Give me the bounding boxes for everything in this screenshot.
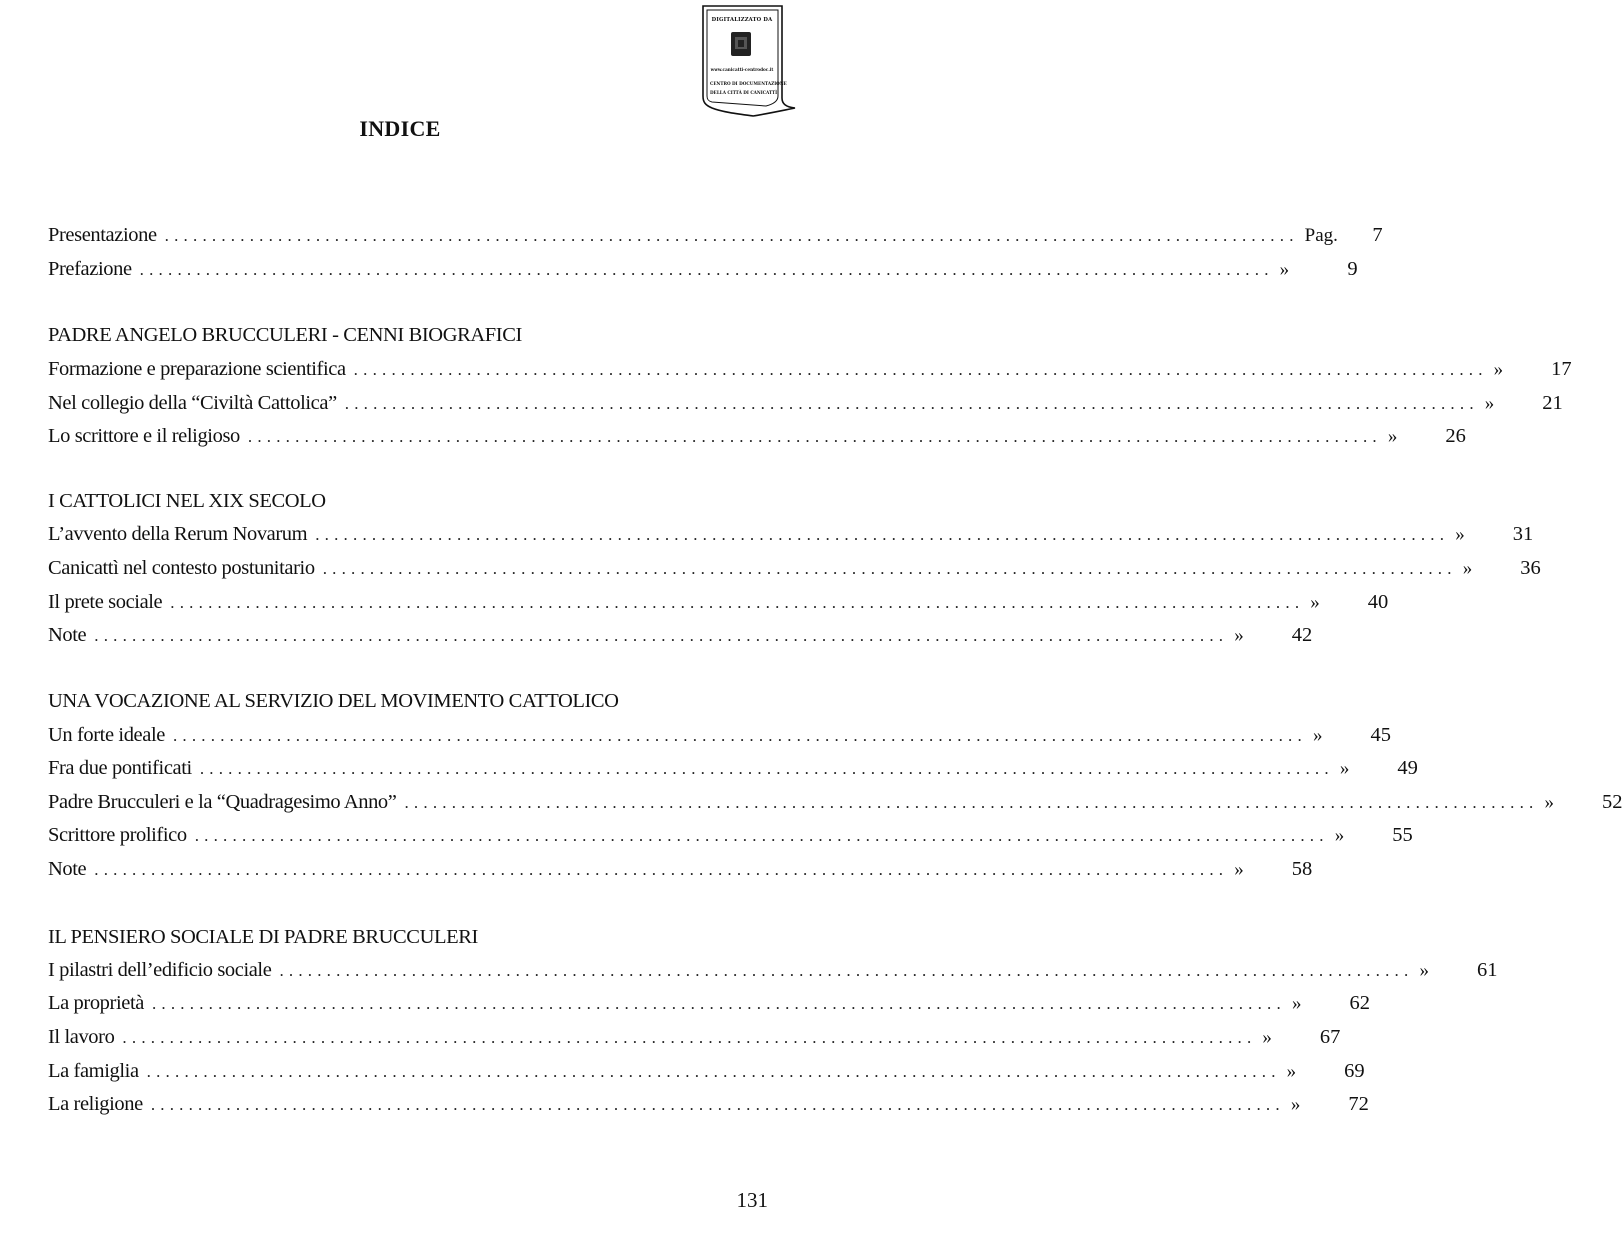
toc-entry	[48, 988, 1370, 1018]
dot-leader: ........................................................................................................................	[279, 961, 1414, 980]
entry-marker: Pag.	[1304, 225, 1338, 246]
entry-page: 52	[1601, 791, 1622, 813]
toc-entry	[48, 587, 1389, 617]
toc-entry	[48, 254, 1358, 284]
entry-title: Note	[48, 624, 87, 646]
entry-title: La proprietà	[48, 992, 144, 1014]
dot-leader: ........................................................................................................................	[344, 394, 1479, 413]
dot-leader: ........................................................................................................................	[94, 860, 1229, 879]
entry-title: Formazione e preparazione scientifica	[48, 358, 346, 380]
entry-page: 21	[1542, 392, 1563, 414]
entry-page: 62	[1349, 992, 1370, 1014]
entry-title: Prefazione	[48, 258, 132, 280]
dot-leader: ........................................................................................................................	[170, 593, 1305, 612]
entry-page: 69	[1344, 1060, 1365, 1082]
digitization-stamp	[700, 4, 800, 122]
stamp-line-4: DELLA CITTÀ DI CANICATTÌ	[710, 90, 778, 95]
entry-marker: »	[1484, 393, 1495, 414]
entry-marker: »	[1544, 792, 1554, 813]
entry-page: 45	[1370, 724, 1391, 746]
entry-marker: »	[1290, 1094, 1301, 1115]
toc-entry	[48, 1056, 1365, 1086]
dot-leader: ........................................................................................................................	[139, 260, 1274, 279]
toc-entry	[48, 519, 1534, 549]
entry-marker: »	[1291, 993, 1302, 1014]
dot-leader: ........................................................................................................................	[146, 1062, 1281, 1081]
entry-title: Un forte ideale	[48, 724, 165, 746]
entry-marker: »	[1339, 758, 1350, 779]
toc-entry	[48, 354, 1572, 384]
entry-marker: »	[1419, 960, 1429, 981]
entry-page: 26	[1445, 425, 1466, 447]
entry-page: 40	[1367, 591, 1389, 613]
entry-page: 9	[1347, 258, 1358, 280]
entry-title: Canicattì nel contesto postunitario	[48, 557, 315, 579]
toc-entry	[48, 820, 1413, 850]
entry-marker: »	[1387, 426, 1398, 447]
entry-title: L’avvento della Rerum Novarum	[48, 523, 308, 545]
entry-title: Nel collegio della “Civiltà Cattolica”	[48, 392, 337, 414]
entry-marker: »	[1334, 825, 1345, 846]
entry-title: Il prete sociale	[48, 591, 163, 613]
stamp-line-1: DIGITALIZZATO DA	[711, 17, 773, 23]
entry-marker: »	[1286, 1061, 1297, 1082]
entry-page: 49	[1397, 757, 1418, 779]
toc-entry	[48, 955, 1498, 985]
toc-entry	[48, 787, 1622, 817]
entry-page: 61	[1476, 959, 1498, 981]
dot-leader: ........................................................................................................................	[94, 626, 1229, 645]
entry-marker: »	[1262, 1027, 1272, 1048]
dot-leader: ........................................................................................................................	[164, 226, 1299, 245]
entry-marker: »	[1462, 558, 1473, 579]
section-heading: I CATTOLICI NEL XIX SECOLO	[48, 490, 326, 512]
entry-title: Note	[48, 858, 87, 880]
entry-title: La religione	[48, 1093, 143, 1115]
toc-entry	[48, 854, 1313, 884]
entry-title: Lo scrittore e il religioso	[48, 425, 240, 447]
entry-title: Fra due pontificati	[48, 757, 192, 779]
entry-page: 36	[1520, 557, 1541, 579]
entry-marker: »	[1455, 524, 1465, 545]
entry-marker: »	[1310, 592, 1320, 613]
entry-page: 72	[1348, 1093, 1369, 1115]
entry-title: I pilastri dell’edificio sociale	[48, 959, 272, 981]
entry-page: 17	[1551, 358, 1572, 380]
stamp-line-3: CENTRO DI DOCUMENTAZIONE	[710, 81, 787, 86]
dot-leader: ........................................................................................................................	[199, 759, 1334, 778]
entry-title: La famiglia	[48, 1060, 139, 1082]
section-heading: PADRE ANGELO BRUCCULERI - CENNI BIOGRAFICI	[48, 324, 522, 346]
dot-leader: ........................................................................................................................	[172, 726, 1307, 745]
dot-leader: ........................................................................................................................	[151, 994, 1286, 1013]
entry-title: Scrittore prolifico	[48, 824, 187, 846]
toc-entry	[48, 1089, 1369, 1119]
stamp-line-2: www.canicatti-centrodoc.it	[710, 67, 774, 72]
toc-entry	[48, 620, 1313, 650]
dot-leader: ........................................................................................................................	[353, 360, 1488, 379]
entry-page: 55	[1392, 824, 1413, 846]
dot-leader: ........................................................................................................................	[150, 1095, 1285, 1114]
page-number: 131	[736, 1188, 768, 1212]
dot-leader: ........................................................................................................................	[194, 826, 1329, 845]
entry-marker: »	[1312, 725, 1323, 746]
entry-page: 67	[1319, 1026, 1341, 1048]
entry-marker: »	[1234, 859, 1244, 880]
toc-entry	[48, 421, 1466, 451]
entry-title: Il lavoro	[48, 1026, 115, 1048]
entry-title: Padre Brucculeri e la “Quadragesimo Anno”	[48, 791, 397, 813]
entry-title: Presentazione	[48, 224, 157, 246]
toc-entry	[48, 720, 1391, 750]
section-heading: IL PENSIERO SOCIALE DI PADRE BRUCCULERI	[48, 926, 478, 948]
toc-entry	[48, 753, 1418, 783]
toc-entry	[48, 553, 1541, 583]
dot-leader: ........................................................................................................................	[122, 1028, 1257, 1047]
entry-page: 31	[1512, 523, 1534, 545]
town-crest-icon	[731, 32, 751, 56]
entry-marker: »	[1493, 359, 1504, 380]
dot-leader: ........................................................................................................................	[404, 793, 1539, 812]
section-heading: UNA VOCAZIONE AL SERVIZIO DEL MOVIMENTO CATTOLICO	[48, 690, 619, 712]
entry-marker: »	[1234, 625, 1244, 646]
toc-entry	[48, 220, 1383, 250]
toc-entry	[48, 388, 1563, 418]
dot-leader: ........................................................................................................................	[322, 559, 1457, 578]
entry-page: 7	[1372, 224, 1383, 246]
dot-leader: ........................................................................................................................	[247, 427, 1382, 446]
entry-marker: »	[1279, 259, 1290, 280]
entry-page: 58	[1291, 858, 1313, 880]
toc-entry	[48, 1022, 1341, 1052]
entry-page: 42	[1291, 624, 1313, 646]
dot-leader: ........................................................................................................................	[315, 525, 1450, 544]
page-title: INDICE	[359, 116, 441, 141]
